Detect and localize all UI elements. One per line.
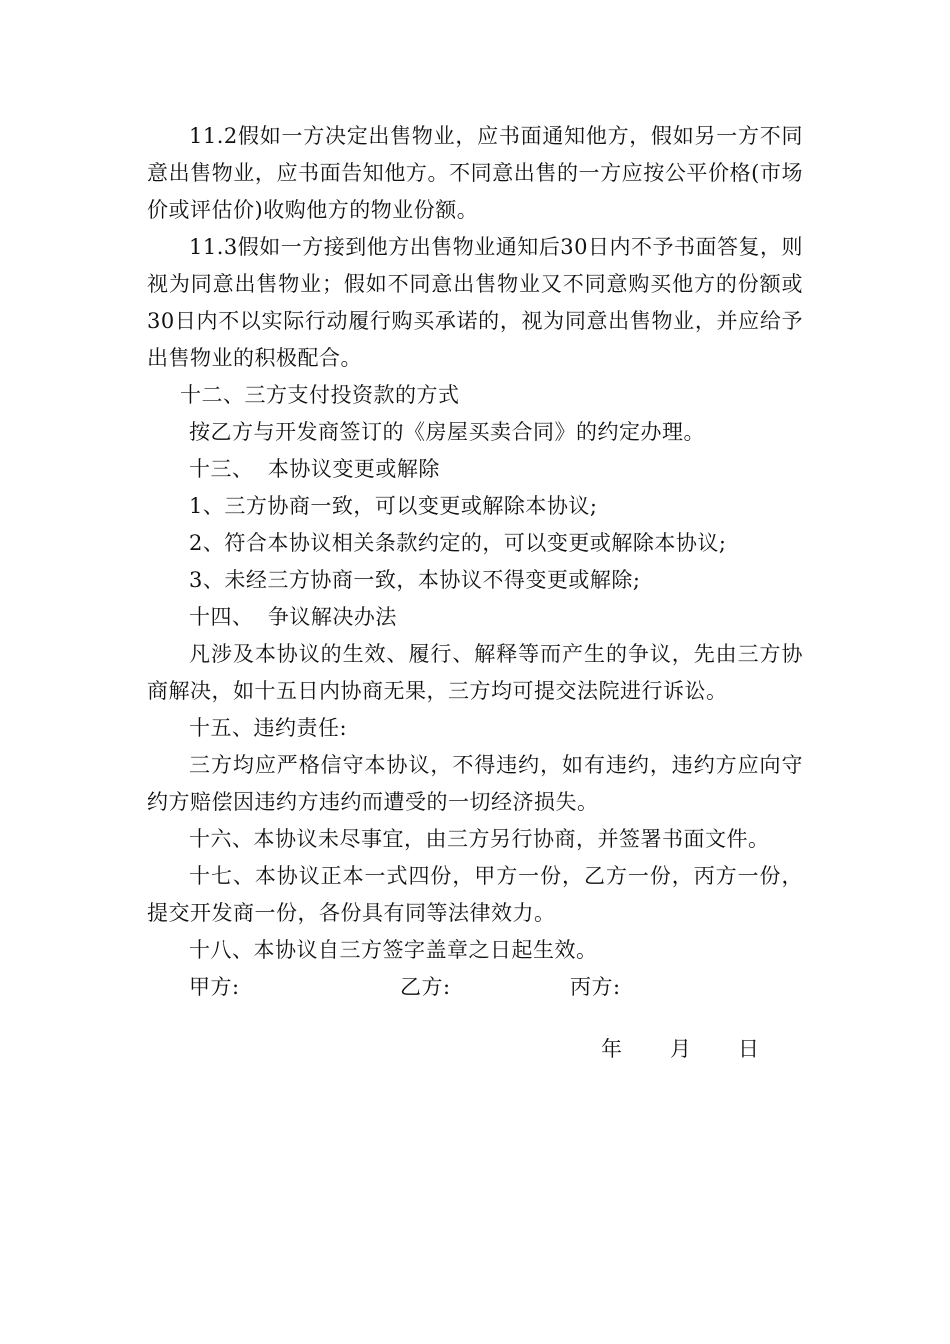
signature-row: [147, 969, 803, 1006]
section-18: 十八、本协议自三方签字盖章之日起生效。: [189, 938, 598, 962]
document-body: [147, 118, 803, 1006]
section-13-item-1: 1、三方协商一致，可以变更或解除本协议;: [189, 494, 598, 518]
party-a-signature-label: 甲方:: [189, 975, 240, 999]
section-13-item-2: 2、符合本协议相关条款约定的，可以变更或解除本协议;: [189, 531, 727, 555]
signing-date: [601, 1031, 801, 1068]
section-14-heading: 十四、 争议解决办法: [189, 605, 397, 629]
date-day-label: 日: [738, 1037, 759, 1061]
section-16: 十六、本协议未尽事宜，由三方另行协商，并签署书面文件。: [189, 827, 770, 851]
date-year-label: 年: [601, 1037, 622, 1061]
section-14-body: 凡涉及本协议的生效、履行、解释等而产生的争议，先由三方协商解决，如十五日内协商无果，三方均可提交法院进行诉讼。: [147, 642, 803, 703]
clause-11-3: 11.3假如一方接到他方出售物业通知后30日内不予书面答复，则视为同意出售物业；假如不同意出售物业又不同意购买他方的份额或30日内不以实际行动履行购买承诺的，视为同意出售物业，并应给予出售物业的积极配合。: [147, 235, 803, 370]
party-c-signature-label: 丙方:: [570, 975, 621, 999]
section-15-heading: 十五、违约责任:: [189, 716, 348, 740]
party-b-signature-label: 乙方:: [400, 975, 451, 999]
section-13-item-3: 3、未经三方协商一致，本协议不得变更或解除;: [189, 568, 641, 592]
section-17: 十七、本协议正本一式四份，甲方一份，乙方一份，丙方一份，提交开发商一份，各份具有同等法律效力。: [147, 864, 803, 925]
date-month-label: 月: [670, 1037, 691, 1061]
section-15-body: 三方均应严格信守本协议，不得违约，如有违约，违约方应向守约方赔偿因违约方违约而遭受的一切经济损失。: [147, 753, 803, 814]
section-13-heading: 十三、 本协议变更或解除: [189, 457, 440, 481]
section-12-body: 按乙方与开发商签订的《房屋买卖合同》的约定办理。: [189, 420, 705, 444]
clause-11-2: 11.2假如一方决定出售物业，应书面通知他方，假如另一方不同意出售物业，应书面告知他方。不同意出售的一方应按公平价格(市场价或评估价)收购他方的物业份额。: [147, 124, 803, 222]
section-12-heading: 十二、三方支付投资款的方式: [180, 383, 460, 407]
